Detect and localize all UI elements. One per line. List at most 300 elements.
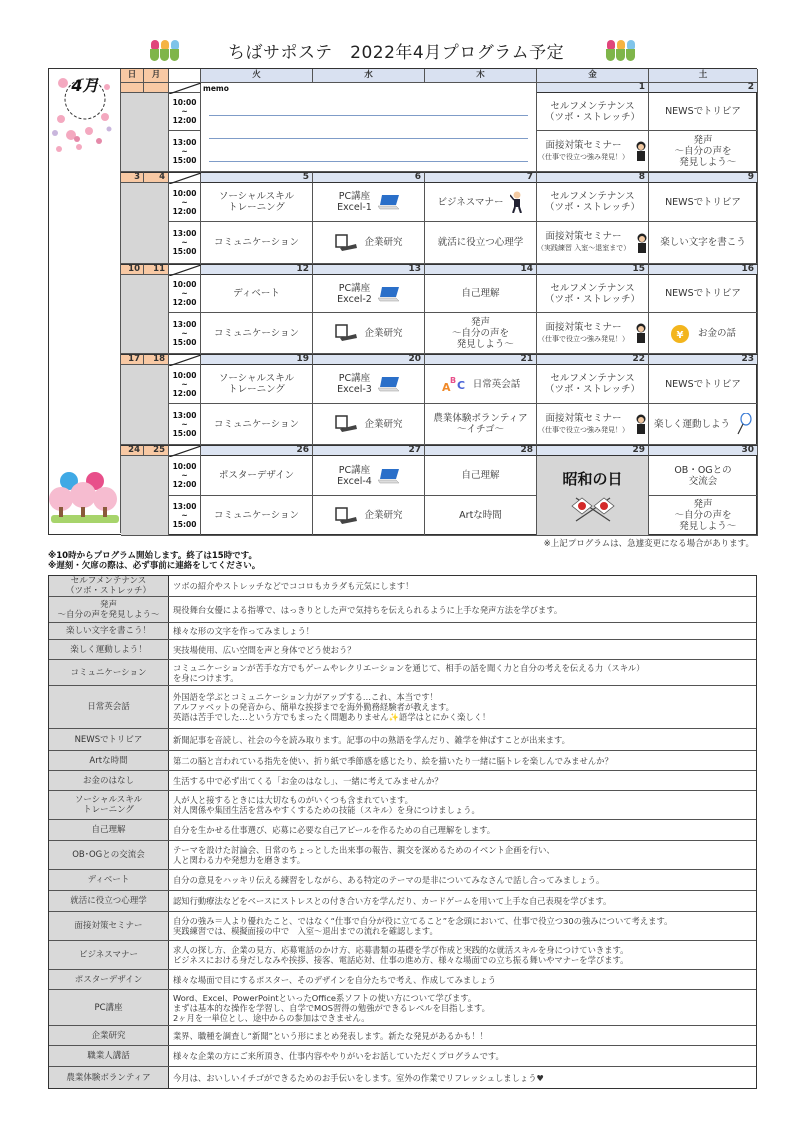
date-number	[425, 354, 537, 365]
program-cell[interactable]	[425, 496, 537, 536]
program-cell[interactable]	[313, 496, 425, 536]
program-cell[interactable]	[201, 222, 313, 264]
weekday-header	[201, 69, 313, 83]
time-label: 12:00	[172, 388, 197, 398]
laptop-icon	[378, 286, 400, 302]
time-label: ~	[181, 197, 188, 207]
weekend-date-number: 4	[159, 172, 165, 182]
time-label: 15:00	[172, 520, 197, 529]
date-number-label: 14	[520, 264, 533, 274]
program-name: コミュニケーション	[49, 660, 169, 685]
date-number-label: 12	[296, 264, 309, 274]
program-name: 就活に役立つ心理学	[49, 891, 169, 911]
description-line: まずは基本的な操作を学習し、自学でMOS習得の勉強ができるレベルを目指します。	[173, 1002, 490, 1013]
weekend-date-number: 10	[128, 264, 140, 274]
diagonal-divider	[169, 83, 201, 93]
program-name: NEWSでトリビア	[665, 196, 741, 208]
program-name: 企業研究	[364, 510, 403, 521]
program-name	[538, 322, 629, 345]
note-line-2: ※遅刻・欠席の際は、必ず事前に連絡をしてください。	[48, 561, 261, 571]
program-name: 楽しい文字を書こう	[660, 237, 746, 248]
program-description	[169, 970, 756, 989]
description-row	[49, 686, 756, 729]
program-description	[169, 1026, 756, 1045]
program-cell[interactable]	[649, 496, 758, 536]
description-row	[49, 640, 756, 660]
program-name: セルフメンテナンス （ツボ・ストレッチ）	[545, 100, 640, 123]
laptop-icon	[334, 507, 358, 525]
date-number	[425, 264, 537, 275]
program-cell[interactable]	[201, 183, 313, 222]
japanese-flags-icon	[570, 496, 616, 522]
date-number-label: 5	[302, 172, 309, 182]
description-line: 新聞記事を音読し、社会の今を読み取ります。記事の中の熟語を学んだり、雑学を伸ばすことが出来ます。	[173, 734, 570, 745]
time-label: 13:00	[172, 410, 197, 420]
description-line: 人と関わる力や発想力を磨きます。	[173, 855, 306, 865]
description-line: 様々な形の文字を作ってみましょう！	[173, 626, 315, 636]
date-number-label: 7	[526, 172, 533, 182]
weekend-date	[121, 264, 144, 275]
program-name: ポスターデザイン	[49, 970, 169, 989]
program-description	[169, 820, 756, 840]
program-name: 楽しく運動しよう！	[49, 640, 169, 659]
description-row	[49, 791, 756, 820]
weekend-date-number: 11	[153, 264, 165, 274]
program-cell[interactable]	[649, 365, 758, 404]
description-line: 対人関係や集団生活を営みやすくするための技能（スキル）を身につけましょう。	[173, 805, 480, 815]
description-row	[49, 970, 756, 990]
program-cell[interactable]	[537, 131, 649, 172]
program-description	[169, 623, 756, 639]
program-name: PC講座 Excel-1	[337, 191, 372, 213]
time-slot-am	[169, 93, 201, 131]
program-description	[169, 660, 756, 685]
date-number-label: 29	[632, 445, 645, 455]
time-slot-am	[169, 183, 201, 222]
abc-letters-icon	[441, 375, 467, 393]
program-cell[interactable]	[537, 93, 649, 131]
program-description	[169, 941, 756, 969]
diagonal-divider	[169, 264, 201, 275]
program-cell[interactable]	[649, 275, 758, 313]
time-label: ~	[181, 289, 188, 298]
time-slot-am	[169, 275, 201, 313]
program-description	[169, 1046, 756, 1066]
program-name: 自己理解	[49, 820, 169, 840]
program-name: 自己理解	[461, 470, 500, 481]
program-name: 面接対策セミナー	[49, 912, 169, 940]
date-number	[313, 172, 425, 183]
program-name: セルフメンテナンス （ツボ・ストレッチ）	[49, 576, 169, 596]
description-line: 実践練習では、模擬面接の中で 入室～退出までの流れを確認します。	[173, 926, 438, 936]
weekday-header	[313, 69, 425, 83]
description-row	[49, 576, 756, 597]
weekday-header	[649, 69, 758, 83]
description-row	[49, 660, 756, 686]
description-line: 自分の強み＝人より優れたこと、ではなく“仕事で自分が役に立てること”を念頭において、仕事で役立つ30の強みについて考えます。	[173, 916, 673, 926]
businessman-icon	[510, 191, 524, 213]
program-description	[169, 771, 756, 790]
laptop-icon	[378, 376, 400, 392]
weekend-header-label: 日	[127, 70, 137, 80]
money-purse-icon	[670, 323, 690, 343]
program-description	[169, 729, 756, 750]
program-description	[169, 576, 756, 596]
program-name: 企業研究	[364, 327, 403, 339]
description-line: 認知行動療法などをベースにストレスとの付き合い方を学んだり、カードゲームを用いて上手な自己表現を学びます。	[173, 896, 612, 906]
date-number-label: 19	[296, 354, 309, 364]
program-cell[interactable]	[425, 456, 537, 496]
decoration-column	[49, 69, 121, 533]
program-description-table	[48, 575, 757, 1089]
holiday-cell	[537, 456, 649, 536]
memo-area[interactable]	[201, 83, 537, 172]
description-row	[49, 1067, 756, 1088]
weekday-header-label: 金	[588, 70, 597, 80]
program-description	[169, 751, 756, 770]
date-number	[313, 354, 425, 365]
program-cell[interactable]	[425, 183, 537, 222]
date-number	[425, 172, 537, 183]
svg-text:¥: ¥	[676, 330, 684, 341]
program-description	[169, 791, 756, 819]
svg-text:C: C	[456, 379, 465, 392]
program-cell[interactable]	[313, 222, 425, 264]
weekend-closed-cell	[121, 275, 169, 354]
date-number-label: 1	[638, 82, 645, 92]
weekend-date	[121, 354, 144, 365]
program-name: 発声 ～自分の声を 発見しよう～	[674, 134, 737, 168]
program-name: 企業研究	[364, 418, 403, 430]
program-title: 面接対策セミナー	[545, 231, 622, 242]
interviewer-icon	[636, 233, 648, 253]
weekend-closed-cell	[121, 183, 169, 264]
program-name: 企業研究	[364, 237, 403, 248]
program-name: コミュニケーション	[214, 418, 299, 430]
program-subtitle: （仕事で役立つ強み発見！）	[538, 152, 629, 161]
program-name: 発声 ～自分の声を発見しよう～	[49, 597, 169, 622]
program-cell[interactable]	[537, 404, 649, 445]
description-line: 英語は苦手でした…という方でもまったく問題ありません✨語学はとにかく楽しく！	[173, 712, 491, 722]
date-number-label: 6	[414, 172, 421, 182]
date-number	[537, 83, 649, 93]
description-line: アルファベットの発音から、簡単な挨拶までを海外勤務経験者が教えます。	[173, 702, 454, 712]
description-line: 第二の脳と言われている指先を使い、折り紙で季節感を感じたり、絵を描いたり一緒に脳トレを楽しんでみませんか？	[173, 755, 613, 766]
description-line: 様々な場面で目にするポスター、そのデザインを自分たちで考え、作成してみましょう	[173, 974, 497, 985]
time-label: 12:00	[172, 116, 197, 125]
description-row	[49, 597, 756, 623]
date-number	[537, 354, 649, 365]
change-notice: ※上記プログラムは、急遽変更になる場合があります。	[543, 539, 754, 549]
program-description	[169, 686, 756, 728]
date-number	[649, 354, 758, 365]
interviewer-icon	[635, 323, 647, 343]
time-slot-am	[169, 365, 201, 404]
program-description	[169, 640, 756, 659]
program-name: ビジネスマナー	[49, 941, 169, 969]
weekday-header-label: 木	[476, 70, 485, 80]
program-name: コミュニケーション	[214, 327, 299, 339]
program-name: ポスターデザイン	[218, 470, 295, 481]
description-row	[49, 912, 756, 941]
description-line: を身につけます。	[173, 672, 239, 683]
program-description	[169, 841, 756, 869]
program-name: NEWSでトリビア	[665, 106, 741, 117]
weekend-header	[144, 69, 169, 83]
time-label: ~	[181, 107, 188, 116]
program-cell[interactable]	[537, 275, 649, 313]
program-name	[537, 231, 630, 254]
program-description	[169, 912, 756, 940]
program-cell[interactable]	[201, 404, 313, 445]
program-cell[interactable]	[313, 404, 425, 445]
program-subtitle: （仕事で役立つ強み発見！）	[538, 425, 629, 434]
description-row	[49, 990, 756, 1026]
program-name: 企業研究	[49, 1026, 169, 1045]
description-line: 業界、職種を調査し“新聞”という形にまとめ発表します。新たな発見があるかも！！	[173, 1030, 488, 1041]
program-cell[interactable]	[313, 365, 425, 404]
program-name	[538, 140, 629, 163]
program-name: コミュニケーション	[214, 237, 299, 248]
program-cell[interactable]	[313, 456, 425, 496]
time-label: 13:00	[172, 229, 197, 238]
time-label: ~	[181, 328, 188, 338]
time-label: 12:00	[172, 206, 197, 216]
time-slot-pm	[169, 131, 201, 172]
program-name: NEWSでトリビア	[49, 729, 169, 750]
date-number	[649, 264, 758, 275]
program-name: セルフメンテナンス （ツボ・ストレッチ）	[545, 282, 640, 305]
date-number-label: 30	[741, 445, 754, 455]
interviewer-icon	[635, 414, 647, 434]
svg-text:A: A	[441, 381, 451, 393]
program-cell[interactable]	[537, 183, 649, 222]
date-number-label: 15	[632, 264, 645, 274]
weekday-header-label: 水	[364, 70, 373, 80]
program-title: 面接対策セミナー	[545, 139, 622, 151]
weekend-header-label: 月	[151, 70, 161, 80]
program-cell[interactable]	[425, 313, 537, 354]
program-name: ビジネスマナー	[437, 196, 504, 208]
time-label: 10:00	[172, 462, 197, 471]
date-number	[537, 445, 649, 456]
program-cell[interactable]	[201, 496, 313, 536]
time-label: 13:00	[172, 502, 197, 511]
description-row	[49, 891, 756, 912]
weekend-date	[121, 445, 144, 456]
program-name: 職業人講話	[49, 1046, 169, 1066]
time-slot-am	[169, 456, 201, 496]
program-cell[interactable]	[537, 365, 649, 404]
description-line: 外国語を学ぶとコミュニケーション力がアップする…これ、本当です！	[173, 692, 438, 702]
time-label: 12:00	[172, 480, 197, 489]
program-cell[interactable]	[537, 222, 649, 264]
description-row	[49, 1046, 756, 1067]
program-cell[interactable]	[313, 183, 425, 222]
description-line: ツボの紹介やストレッチなどでココロもカラダも元気にします！	[173, 581, 414, 591]
mascot-illustration	[49, 467, 121, 527]
date-number-label: 8	[638, 172, 645, 182]
time-label: ~	[181, 379, 188, 389]
program-name: ソーシャルスキル トレーニング	[218, 373, 295, 395]
description-line: 生活する中で必ず出てくる「お金のはなし」、一緒に考えてみませんか？	[173, 775, 443, 786]
date-number	[537, 172, 649, 183]
description-row	[49, 751, 756, 771]
program-cell[interactable]	[201, 456, 313, 496]
description-line: 求人の探し方、企業の見方、応募電話のかけ方、応募書類の基礎を学び作成と実践的な就活スキルを身につけていきます。	[173, 945, 629, 955]
date-number-label: 26	[296, 445, 309, 455]
description-row	[49, 623, 756, 640]
date-number	[537, 264, 649, 275]
time-slot-pm	[169, 222, 201, 264]
time-label: 10:00	[172, 370, 197, 380]
time-label: 12:00	[172, 298, 197, 307]
program-cell[interactable]	[201, 313, 313, 354]
weekend-date-number: 17	[128, 354, 140, 364]
description-row	[49, 771, 756, 791]
weekend-date-number: 3	[134, 172, 140, 182]
diagonal-divider	[169, 354, 201, 365]
date-number	[313, 445, 425, 456]
date-number-label: 23	[741, 354, 754, 364]
program-cell[interactable]	[313, 313, 425, 354]
description-line: 自分を生かせる仕事選び、応募に必要な自己アピールを作るための自己理解をします。	[173, 825, 496, 835]
memo-line	[209, 138, 528, 139]
date-number-label: 22	[632, 354, 645, 364]
program-name: Artな時間	[49, 751, 169, 770]
program-name: ディベート	[233, 288, 280, 299]
diagonal-divider	[169, 172, 201, 183]
weekend-date	[121, 83, 144, 93]
laptop-icon	[334, 234, 358, 252]
program-name: 楽しく運動しよう	[653, 418, 730, 430]
weekend-date	[144, 172, 169, 183]
laptop-icon	[334, 415, 358, 433]
program-name: 農業体験ボランティア	[49, 1067, 169, 1088]
weekday-header	[425, 69, 537, 83]
weekend-date	[121, 172, 144, 183]
program-name: Artな時間	[459, 510, 502, 521]
description-line: 2ヶ月を一単位とし、途中からの参加はできません。	[173, 1012, 370, 1023]
program-name: 楽しい文字を書こう！	[49, 623, 169, 639]
memo-label: memo	[203, 84, 229, 93]
program-title: 面接対策セミナー	[545, 412, 622, 424]
program-name: NEWSでトリビア	[665, 378, 741, 390]
program-cell[interactable]	[313, 275, 425, 313]
program-subtitle: （仕事で役立つ強み発見！）	[538, 334, 629, 343]
weekend-closed-cell	[121, 93, 169, 172]
time-label: ~	[181, 419, 188, 429]
interviewer-icon	[635, 141, 647, 161]
program-cell[interactable]	[649, 456, 758, 496]
description-row	[49, 1026, 756, 1046]
weekend-date	[144, 445, 169, 456]
program-cell[interactable]	[537, 313, 649, 354]
note-line-1: ※10時からプログラム開始します。終了は15時です。	[48, 551, 257, 561]
description-line: テーマを設けた討論会、日常のちょっとした出来事の報告、親交を深めるためのイベント企画を行い、	[173, 845, 555, 855]
description-line: 人が人と接するときには大切なものがいくつも含まれています。	[173, 795, 413, 805]
program-cell[interactable]	[425, 365, 537, 404]
program-cell[interactable]	[425, 404, 537, 445]
program-title: 面接対策セミナー	[545, 321, 622, 333]
description-row	[49, 820, 756, 841]
program-cell[interactable]	[425, 222, 537, 264]
program-cell[interactable]	[649, 131, 758, 172]
program-description	[169, 870, 756, 890]
date-number-label: 27	[408, 445, 421, 455]
program-cell[interactable]	[649, 404, 758, 445]
description-line: ビジネスにおける身だしなみや挨拶、接客、電話応対、仕事の進め方、様々な場面での立ち振る舞いやマナーを学びます。	[173, 955, 629, 965]
program-name: セルフメンテナンス （ツボ・ストレッチ）	[545, 191, 640, 213]
program-cell[interactable]	[649, 183, 758, 222]
time-label: ~	[181, 471, 188, 480]
badminton-racket-icon	[736, 413, 752, 435]
program-description	[169, 990, 756, 1025]
weekend-date	[144, 264, 169, 275]
program-name: PC講座 Excel-2	[337, 282, 372, 305]
time-label: ~	[181, 146, 188, 156]
time-label: ~	[181, 238, 188, 247]
date-number	[201, 354, 313, 365]
weekday-header-label: 土	[698, 70, 708, 80]
calendar-table	[48, 68, 757, 535]
time-label: 15:00	[172, 337, 197, 347]
month-badge: 4月	[71, 76, 99, 95]
date-number-label: 28	[520, 445, 533, 455]
date-number	[649, 172, 758, 183]
program-cell[interactable]	[649, 222, 758, 264]
laptop-icon	[378, 468, 400, 484]
program-name: 日常英会話	[472, 378, 521, 390]
program-cell[interactable]	[201, 275, 313, 313]
memo-line	[209, 161, 528, 162]
program-name: お金の話	[697, 327, 736, 339]
time-label: 15:00	[172, 247, 197, 256]
weekend-date	[144, 83, 169, 93]
program-subtitle: （実践練習 入室～退室まで）	[537, 244, 631, 252]
program-notes	[48, 551, 260, 571]
program-name: 農業体験ボランティア ～イチゴ～	[433, 413, 528, 435]
weekend-header	[121, 69, 144, 83]
program-cell[interactable]	[201, 365, 313, 404]
date-number-label: 9	[747, 172, 754, 182]
laptop-icon	[378, 194, 400, 210]
time-label: 13:00	[172, 319, 197, 329]
time-label: ~	[181, 511, 188, 520]
time-slot-pm	[169, 404, 201, 445]
program-name: ソーシャルスキル トレーニング	[49, 791, 169, 819]
program-name: 日常英会話	[49, 686, 169, 728]
description-row	[49, 870, 756, 891]
program-name: 就活に役立つ心理学	[437, 237, 524, 248]
tulip-icon	[150, 38, 180, 62]
program-description	[169, 1067, 756, 1088]
program-name: PC講座	[49, 990, 169, 1025]
program-name: ソーシャルスキル トレーニング	[218, 191, 295, 213]
date-number	[649, 83, 758, 93]
date-number	[649, 445, 758, 456]
program-name: OB・OGとの 交流会	[674, 464, 732, 487]
program-cell[interactable]	[649, 313, 758, 354]
program-cell[interactable]	[425, 275, 537, 313]
date-number	[201, 445, 313, 456]
time-label: 10:00	[172, 98, 197, 107]
time-label: 10:00	[172, 188, 197, 198]
program-name: NEWSでトリビア	[665, 288, 741, 299]
program-cell[interactable]	[649, 93, 758, 131]
program-name: OB･OGとの交流会	[49, 841, 169, 869]
date-number-label: 13	[408, 264, 421, 274]
